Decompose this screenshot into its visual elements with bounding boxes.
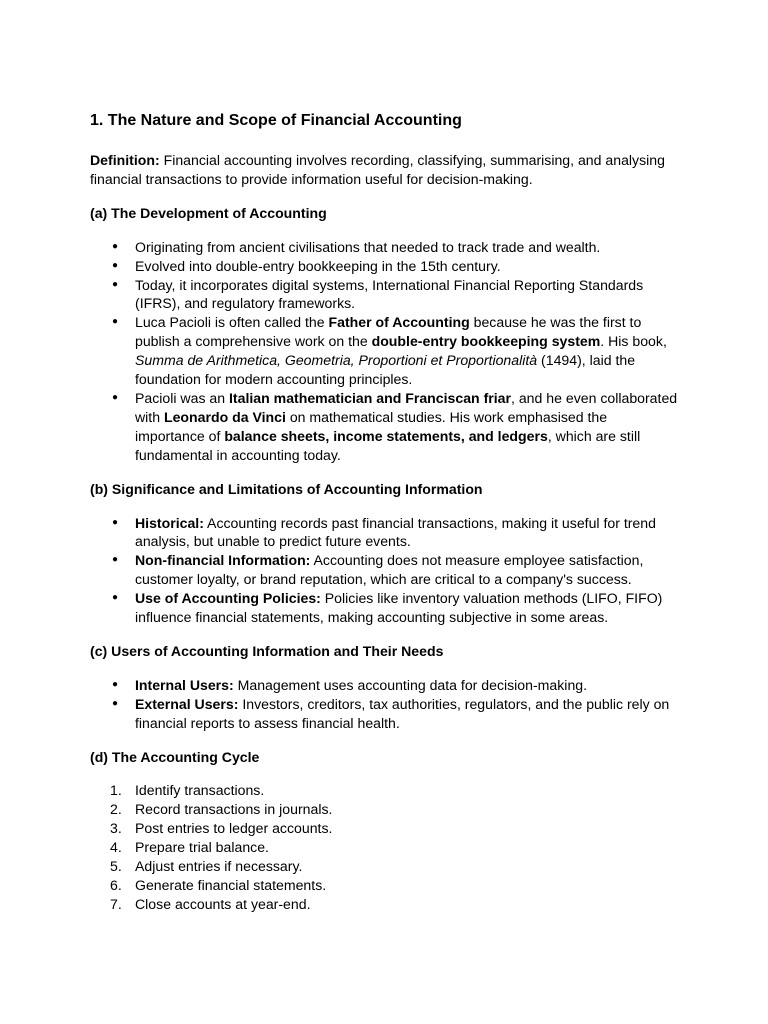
development-list [90,238,680,465]
list-item: ● Today, it incorporates digital systems, International Financial Reporting Standards (IFRS), and regulatory frameworks. [135,276,680,314]
section-heading-users: (c) Users of Accounting Information and Their Needs [90,642,444,659]
step-text: Generate financial statements. [135,877,327,893]
bold-run: Italian mathematician and Franciscan friar [229,389,511,406]
list-item [135,551,680,589]
section-heading-significance: (b) Significance and Limitations of Accounting Information [90,480,483,497]
item-label: Historical: [135,514,204,531]
text-run: because he was the first to publish a comprehensive work on the [135,314,642,350]
step-number: 6. [110,877,122,893]
item-label: External Users: [135,695,239,712]
definition-paragraph [90,151,680,189]
step-text: Record transactions in journals. [135,801,333,818]
list-item [135,676,680,695]
bold-run: double-entry bookkeeping system [371,333,601,350]
list-item [135,389,680,465]
step-text: Post entries to ledger accounts. [135,820,333,837]
list-item: ● Evolved into double-entry bookkeeping in the 15th century. [135,257,680,276]
step-text: Prepare trial balance. [135,839,269,856]
italic-book-title: Summa de Arithmetica, Geometria, Proportioni et Proportionalità [135,352,538,369]
page-title: 1. The Nature and Scope of Financial Accounting [90,112,462,129]
list-item [135,695,680,733]
step-number: 1. [110,782,122,799]
list-item [135,514,680,552]
list-item [110,838,680,857]
accounting-cycle-list [90,781,680,913]
text-run: , and he even collaborated with [135,389,678,425]
bold-run: Father of Accounting [328,314,470,331]
text-run: Pacioli was an [135,389,230,406]
list-item [110,895,680,914]
step-number: 5. [110,858,122,875]
list-item [110,876,680,895]
list-item [110,781,680,800]
significance-list [90,514,680,627]
item-text: Policies like inventory valuation methods (LIFO, FIFO) influence financial statements, making accounting subjective in some areas. [135,590,663,626]
list-item [135,313,680,389]
item-text: Accounting records past financial transactions, making it useful for trend analysis, but unable to predict future events. [135,514,656,550]
list-item [135,589,680,627]
step-text: Close accounts at year-end. [135,895,311,912]
text-run: on mathematical studies. His work emphasised the importance of [135,408,608,444]
text-run: (1494), laid the foundation for modern accounting principles. [135,352,636,388]
list-item [110,857,680,876]
item-text: Investors, creditors, tax authorities, regulators, and the public rely on financial reports to assess financial health. [135,695,670,731]
list-item [110,819,680,838]
definition-text: Financial accounting involves recording, classifying, summarising, and analysing financial transactions to provide information useful for decision-making. [90,152,665,187]
step-number: 7. [110,895,122,912]
bold-run: Leonardo da Vinci [163,408,286,425]
definition-label: Definition: [90,152,160,168]
section-heading-accounting-cycle: (d) The Accounting Cycle [90,748,260,765]
step-number: 4. [110,839,122,856]
item-label: Internal Users: [135,676,234,693]
text-run: , which are still fundamental in accounting today. [135,427,641,463]
bold-run: balance sheets, income statements, and ledgers [224,427,548,444]
step-text: Adjust entries if necessary. [135,858,303,875]
step-text: Identify transactions. [135,782,265,799]
step-number: 2. [110,801,122,818]
item-label: Use of Accounting Policies: [135,590,321,607]
list-item [110,800,680,819]
item-label: Non-financial Information: [135,552,311,569]
text-run: Luca Pacioli is often called the [135,314,329,331]
text-run: . His book, [600,333,667,350]
step-number: 3. [110,820,122,837]
section-heading-development: (a) The Development of Accounting [90,204,327,221]
item-text: Accounting does not measure employee satisfaction, customer loyalty, or brand reputation, which are critical to a company's success. [135,552,644,588]
item-text: Management uses accounting data for decision-making. [233,676,588,693]
users-list [90,676,680,733]
list-item: ● Originating from ancient civilisations that needed to track trade and wealth. [135,238,680,257]
